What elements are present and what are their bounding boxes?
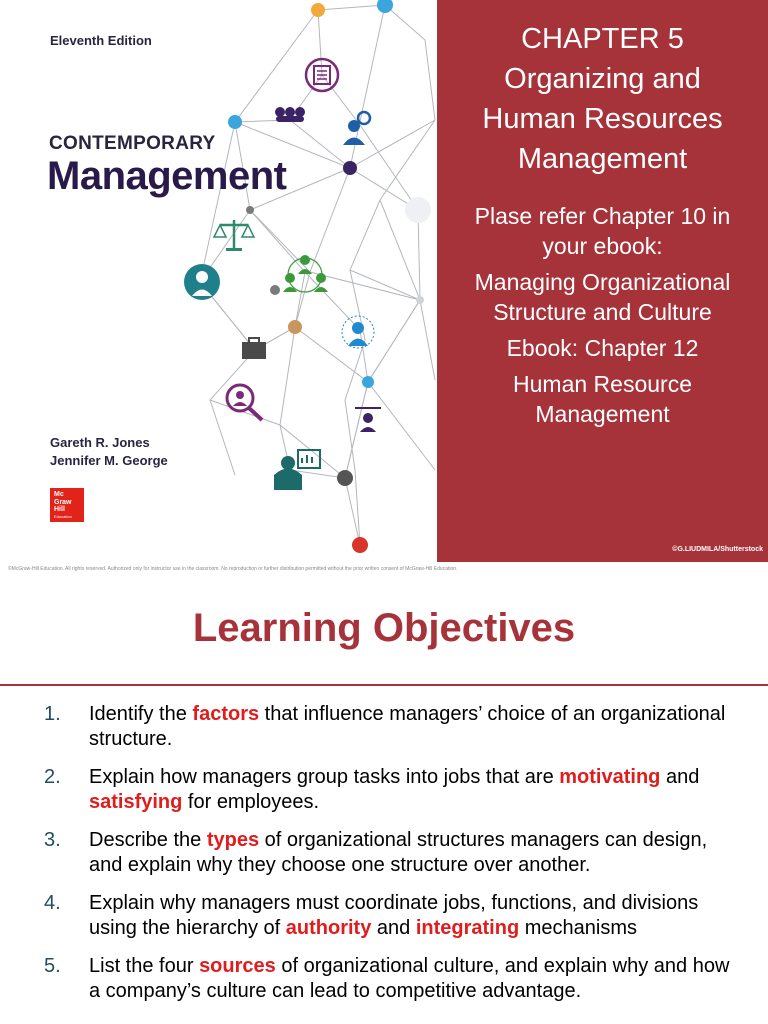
objective-number: 3. [44,829,61,851]
objective-text [89,828,744,878]
highlighted-keyword: factors [192,703,260,725]
highlighted-keyword: satisfying [89,791,183,813]
team-icon [275,107,305,122]
reference-line: Management [535,401,670,427]
copyright-notice: ©McGraw-Hill Education. All rights reserved. Authorized only for instructor use in the classroom. No reproduction or further distribution permitted without the prior written consent of McGraw-Hill Education. [8,566,458,572]
global-person-icon [184,264,220,300]
book-cover [0,0,436,560]
briefcase-icon [242,338,266,359]
objective-text [89,891,744,941]
chapter-title-line: Management [517,143,688,175]
highlighted-keyword: types [206,829,260,851]
objective-text-run: and [371,917,416,939]
objectives-list [44,702,744,1017]
objective-text [89,702,744,752]
objective-text-run: Describe the [89,829,207,851]
objective-text-run: Explain why managers must coordinate jobs, functions, and divisions using the hierarchy of [89,892,699,939]
photo-credit: ©G.LIUDMILA/Shutterstock [672,546,763,553]
reference-line: Structure and Culture [493,299,712,325]
objective-item [44,828,744,878]
objective-text-run: Identify the [89,703,193,725]
objective-text-run: of organizational structures managers can design, and explain why they choose one structure over another. [89,829,708,876]
series-label: CONTEMPORARY [49,133,216,154]
highlighted-keyword: integrating [415,917,520,939]
checklist-icon [306,59,338,91]
chapter-panel [437,0,768,562]
objective-item [44,765,744,815]
objective-text-run: Explain how managers group tasks into jobs that are [89,766,560,788]
objective-number: 5. [44,955,61,977]
objective-item [44,954,744,1004]
objective-text-run: mechanisms [519,917,637,939]
reference-line: Managing Organizational [474,269,731,295]
title-divider [0,684,768,686]
objective-text-run: for employees. [182,791,320,813]
reference-line: Human Resource [513,371,692,397]
highlighted-keyword: sources [199,955,276,977]
edition-label: Eleventh Edition [50,33,152,48]
objective-text-run: of organizational culture, and explain why and how a company’s culture can lead to competitive advantage. [89,955,730,1002]
objective-number: 4. [44,892,61,914]
objective-text-run: that influence managers’ choice of an organizational structure. [89,703,726,750]
scales-icon [214,220,254,251]
objective-number: 2. [44,766,61,788]
ebook-reference [437,201,768,429]
objective-number: 1. [44,703,61,725]
learning-objectives-slide [0,578,768,1024]
chapter-number: CHAPTER 5 [521,23,684,55]
idea-person-icon [342,316,374,348]
objective-text [89,765,744,815]
reference-line: Ebook: Chapter 12 [506,335,699,361]
chapter-title-line: Human Resources [482,103,723,135]
worker-gear-icon [343,112,370,145]
objective-text [89,954,744,1004]
objective-item [44,702,744,752]
author-name: Jennifer M. George [50,453,168,468]
network-people-icon [283,255,328,292]
author-name: Gareth R. Jones [50,435,150,450]
objective-item [44,891,744,941]
objective-text-run: List the four [89,955,200,977]
reference-line: Plase refer Chapter 10 in [474,203,731,229]
book-title: Management [47,154,287,198]
highlighted-keyword: motivating [559,766,661,788]
objective-text-run: and [660,766,700,788]
slide-title: Learning Objectives [192,606,576,650]
search-person-icon [227,385,262,420]
network-illustration [150,0,440,560]
reference-line: your ebook: [542,233,663,259]
chapter-title-line: Organizing and [504,63,701,95]
presenter-icon [274,450,320,490]
highlighted-keyword: authority [285,917,372,939]
authors [50,434,168,470]
publisher-logo: Mc Graw Hill Education [50,488,84,522]
